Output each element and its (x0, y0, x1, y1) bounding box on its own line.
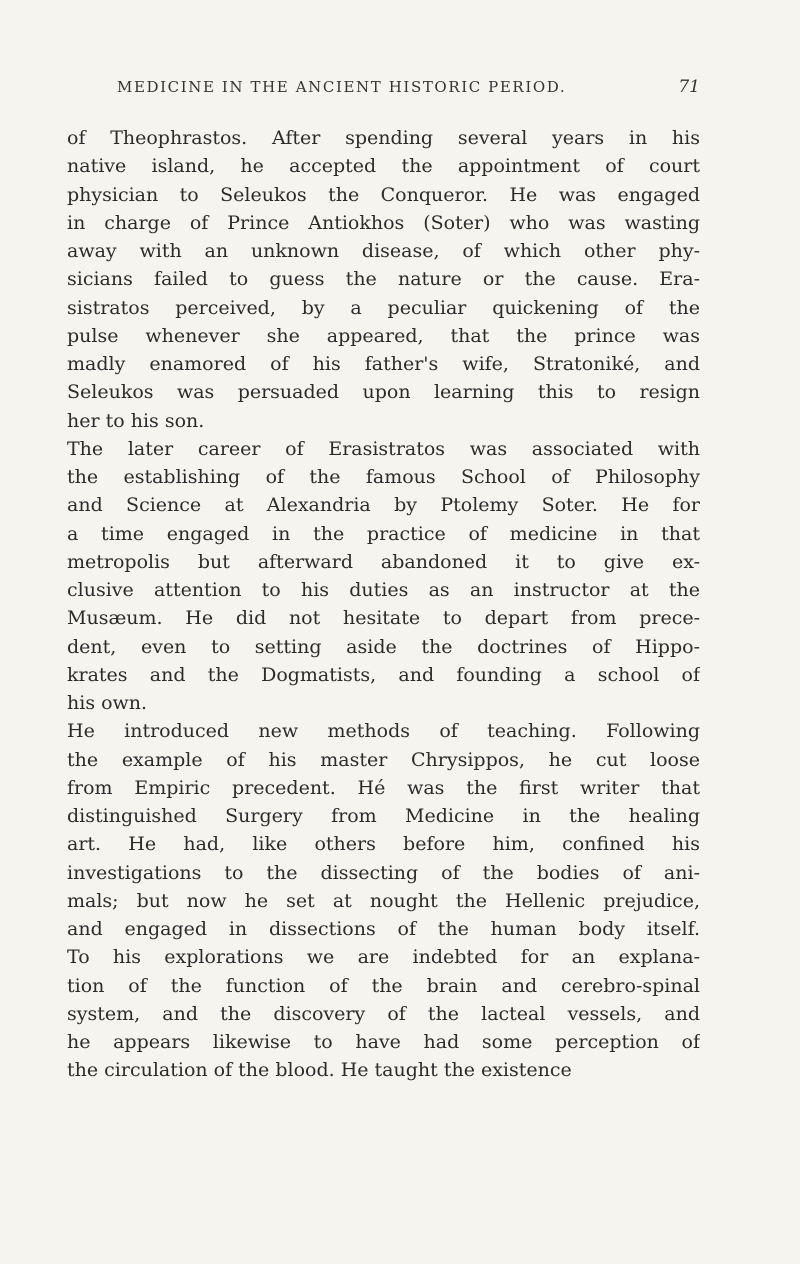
text-line: the example of his master Chrysippos, he cut loose (67, 748, 700, 771)
running-head (117, 78, 700, 102)
text-line: Seleukos was persuaded upon learning this to resign (67, 381, 700, 404)
text-line: tion of the function of the brain and cerebro-spinal (67, 974, 700, 997)
text-line: system, and the discovery of the lacteal vessels, and (67, 1002, 700, 1025)
body-text (67, 124, 700, 1085)
text-line: To his explorations we are indebted for an explana- (67, 946, 700, 969)
text-line: in charge of Prince Antiokhos (Soter) who was wasting (67, 211, 700, 234)
text-line: physician to Seleukos the Conqueror. He was engaged (67, 183, 700, 206)
text-line: away with an unknown disease, of which other phy- (67, 240, 700, 262)
text-line: his own. (67, 692, 148, 714)
text-line: the circulation of the blood. He taught the existence (67, 1059, 572, 1082)
text-line: from Empiric precedent. Hé was the first writer that (67, 776, 700, 799)
text-line: sicians failed to guess the nature or the cause. Era- (67, 268, 700, 291)
text-line: The later career of Erasistratos was associated with (67, 437, 700, 460)
text-line: mals; but now he set at nought the Hellenic prejudice, (67, 889, 700, 912)
text-line: metropolis but afterward abandoned it to give ex- (67, 550, 700, 573)
text-line: and engaged in dissections of the human body itself. (67, 918, 700, 940)
text-line: the establishing of the famous School of Philosophy (67, 466, 700, 488)
text-line: krates and the Dogmatists, and founding a school of (67, 663, 700, 686)
text-line: he appears likewise to have had some perception of (67, 1031, 700, 1053)
text-line: sistratos perceived, by a peculiar quickening of the (67, 296, 700, 319)
text-line: dent, even to setting aside the doctrines of Hippo- (67, 635, 700, 658)
text-line: He introduced new methods of teaching. Following (67, 720, 700, 743)
page-number: 71 (678, 77, 700, 97)
text-line: her to his son. (67, 409, 205, 432)
text-line: Musæum. He did not hesitate to depart from prece- (67, 607, 700, 630)
text-line: native island, he accepted the appointment of court (67, 155, 700, 178)
text-line: art. He had, like others before him, confined his (67, 833, 700, 856)
running-head-title: MEDICINE IN THE ANCIENT HISTORIC PERIOD. (117, 78, 567, 96)
text-line: distinguished Surgery from Medicine in the healing (67, 805, 700, 827)
text-line: madly enamored of his father's wife, Stratoniké, and (67, 353, 700, 375)
text-line: investigations to the dissecting of the bodies of ani- (67, 861, 700, 884)
text-line: a time engaged in the practice of medicine in that (67, 522, 700, 545)
text-line: and Science at Alexandria by Ptolemy Soter. He for (67, 494, 700, 517)
text-line: of Theophrastos. After spending several years in his (67, 127, 700, 149)
text-line: clusive attention to his duties as an instructor at the (67, 579, 700, 601)
text-line: pulse whenever she appeared, that the prince was (67, 324, 700, 347)
